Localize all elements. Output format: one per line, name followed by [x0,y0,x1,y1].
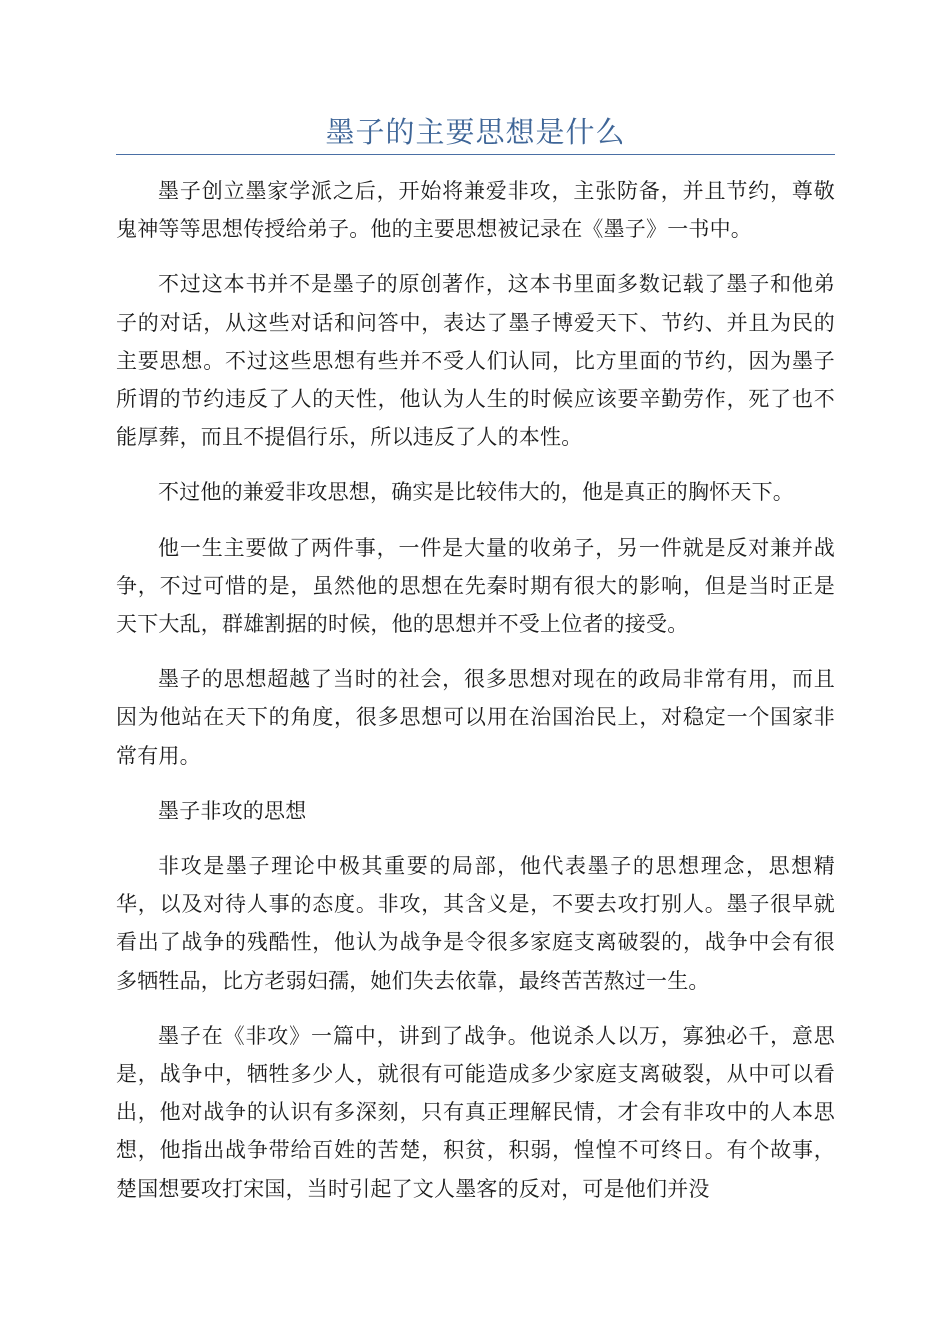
document-title: 墨子的主要思想是什么 [325,115,626,149]
paragraph: 墨子在《非攻》一篇中，讲到了战争。他说杀人以万，寡独必千，意思是，战争中，牺牲多少人，就很有可能造成多少家庭支离破裂，从中可以看出，他对战争的认识有多深刻，只有真正理解民情，才会有非攻中的人本思想，他指出战争带给百姓的苦楚，积贫，积弱，惶惶不可终日。有个故事，楚国想要攻打宋国，当时引起了文人墨客的反对，可是他们并没 [116,1023,835,1201]
document-body [116,172,835,1225]
paragraph: 墨子创立墨家学派之后，开始将兼爱非攻，主张防备，并且节约，尊敬鬼神等等思想传授给弟子。他的主要思想被记录在《墨子》一书中。 [116,179,835,242]
section-heading: 墨子非攻的思想 [158,798,307,823]
paragraph: 不过这本书并不是墨子的原创著作，这本书里面多数记载了墨子和他弟子的对话，从这些对话和问答中，表达了墨子博爱天下、节约、并且为民的主要思想。不过这些思想有些并不受人们认同，比方里面的节约，因为墨子所谓的节约违反了人的天性，他认为人生的时候应该要辛勤劳作，死了也不能厚葬，而且不提倡行乐，所以违反了人的本性。 [116,272,835,450]
paragraph: 墨子的思想超越了当时的社会，很多思想对现在的政局非常有用，而且因为他站在天下的角度，很多思想可以用在治国治民上，对稳定一个国家非常有用。 [116,667,835,768]
title-underline [116,154,835,155]
paragraph: 他一生主要做了两件事，一件是大量的收弟子，另一件就是反对兼并战争，不过可惜的是，虽然他的思想在先秦时期有很大的影响，但是当时正是天下大乱，群雄割据的时候，他的思想并不受上位者的接受。 [116,535,835,637]
paragraph: 不过他的兼爱非攻思想，确实是比较伟大的，他是真正的胸怀天下。 [158,480,794,505]
paragraph: 非攻是墨子理论中极其重要的局部，他代表墨子的思想理念，思想精华，以及对待人事的态度。非攻，其含义是，不要去攻打别人。墨子很早就看出了战争的残酷性，他认为战争是令很多家庭支离破裂的，战争中会有很多牺牲品，比方老弱妇孺，她们失去依靠，最终苦苦熬过一生。 [116,854,835,993]
